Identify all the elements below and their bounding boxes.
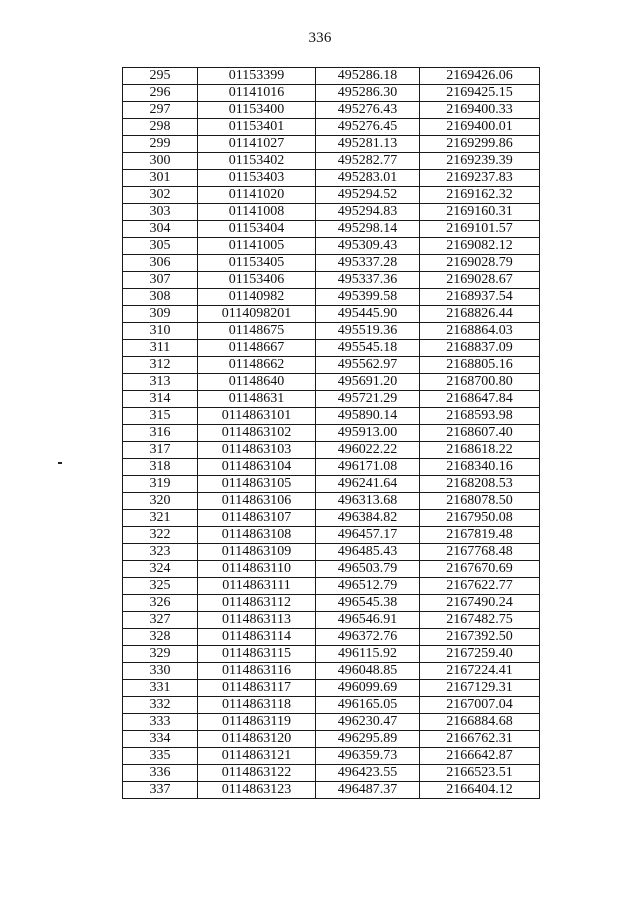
y-coordinate-cell: 2168208.53 bbox=[420, 476, 540, 493]
x-coordinate-cell: 495721.29 bbox=[316, 391, 420, 408]
x-coordinate-cell: 495276.43 bbox=[316, 102, 420, 119]
point-number-cell: 328 bbox=[123, 629, 198, 646]
point-id-cell: 01153406 bbox=[198, 272, 316, 289]
point-id-cell: 01148640 bbox=[198, 374, 316, 391]
y-coordinate-cell: 2167259.40 bbox=[420, 646, 540, 663]
x-coordinate-cell: 495309.43 bbox=[316, 238, 420, 255]
table-row bbox=[123, 85, 540, 102]
point-id-cell: 0114863113 bbox=[198, 612, 316, 629]
y-coordinate-cell: 2169425.15 bbox=[420, 85, 540, 102]
point-id-cell: 0114863119 bbox=[198, 714, 316, 731]
x-coordinate-cell: 495890.14 bbox=[316, 408, 420, 425]
table-row bbox=[123, 374, 540, 391]
y-coordinate-cell: 2167224.41 bbox=[420, 663, 540, 680]
table-row bbox=[123, 595, 540, 612]
y-coordinate-cell: 2169239.39 bbox=[420, 153, 540, 170]
table-row bbox=[123, 221, 540, 238]
point-number-cell: 305 bbox=[123, 238, 198, 255]
y-coordinate-cell: 2166884.68 bbox=[420, 714, 540, 731]
point-id-cell: 01148631 bbox=[198, 391, 316, 408]
x-coordinate-cell: 496503.79 bbox=[316, 561, 420, 578]
point-number-cell: 310 bbox=[123, 323, 198, 340]
x-coordinate-cell: 496359.73 bbox=[316, 748, 420, 765]
y-coordinate-cell: 2167392.50 bbox=[420, 629, 540, 646]
x-coordinate-cell: 496313.68 bbox=[316, 493, 420, 510]
table-row bbox=[123, 255, 540, 272]
point-id-cell: 0114863123 bbox=[198, 782, 316, 799]
x-coordinate-cell: 496423.55 bbox=[316, 765, 420, 782]
y-coordinate-cell: 2167950.08 bbox=[420, 510, 540, 527]
x-coordinate-cell: 495286.18 bbox=[316, 68, 420, 85]
x-coordinate-cell: 496230.47 bbox=[316, 714, 420, 731]
point-id-cell: 01141008 bbox=[198, 204, 316, 221]
point-id-cell: 0114863101 bbox=[198, 408, 316, 425]
table-row bbox=[123, 714, 540, 731]
y-coordinate-cell: 2168864.03 bbox=[420, 323, 540, 340]
point-id-cell: 0114863108 bbox=[198, 527, 316, 544]
table-row bbox=[123, 527, 540, 544]
point-id-cell: 0114863118 bbox=[198, 697, 316, 714]
x-coordinate-cell: 495913.00 bbox=[316, 425, 420, 442]
y-coordinate-cell: 2168647.84 bbox=[420, 391, 540, 408]
table-row bbox=[123, 646, 540, 663]
point-number-cell: 332 bbox=[123, 697, 198, 714]
y-coordinate-cell: 2168593.98 bbox=[420, 408, 540, 425]
table-row bbox=[123, 289, 540, 306]
point-number-cell: 330 bbox=[123, 663, 198, 680]
x-coordinate-cell: 496546.91 bbox=[316, 612, 420, 629]
x-coordinate-cell: 495445.90 bbox=[316, 306, 420, 323]
table-row bbox=[123, 493, 540, 510]
point-number-cell: 308 bbox=[123, 289, 198, 306]
point-id-cell: 01153402 bbox=[198, 153, 316, 170]
point-id-cell: 01153399 bbox=[198, 68, 316, 85]
point-id-cell: 0114863104 bbox=[198, 459, 316, 476]
table-row bbox=[123, 68, 540, 85]
point-id-cell: 0114863112 bbox=[198, 595, 316, 612]
point-number-cell: 331 bbox=[123, 680, 198, 697]
point-number-cell: 309 bbox=[123, 306, 198, 323]
page-number: 336 bbox=[308, 30, 332, 46]
x-coordinate-cell: 495399.58 bbox=[316, 289, 420, 306]
table-row bbox=[123, 187, 540, 204]
y-coordinate-cell: 2169028.79 bbox=[420, 255, 540, 272]
table-row bbox=[123, 391, 540, 408]
point-id-cell: 01148662 bbox=[198, 357, 316, 374]
x-coordinate-cell: 496241.64 bbox=[316, 476, 420, 493]
x-coordinate-cell: 495294.52 bbox=[316, 187, 420, 204]
point-id-cell: 01153405 bbox=[198, 255, 316, 272]
point-id-cell: 01141027 bbox=[198, 136, 316, 153]
y-coordinate-cell: 2168937.54 bbox=[420, 289, 540, 306]
y-coordinate-cell: 2168700.80 bbox=[420, 374, 540, 391]
table-row bbox=[123, 510, 540, 527]
y-coordinate-cell: 2167129.31 bbox=[420, 680, 540, 697]
table-row bbox=[123, 476, 540, 493]
x-coordinate-cell: 495286.30 bbox=[316, 85, 420, 102]
x-coordinate-cell: 495562.97 bbox=[316, 357, 420, 374]
x-coordinate-cell: 495294.83 bbox=[316, 204, 420, 221]
x-coordinate-cell: 495545.18 bbox=[316, 340, 420, 357]
table-row bbox=[123, 782, 540, 799]
table-row bbox=[123, 340, 540, 357]
point-number-cell: 335 bbox=[123, 748, 198, 765]
stray-mark bbox=[58, 462, 62, 464]
table-row bbox=[123, 408, 540, 425]
x-coordinate-cell: 496512.79 bbox=[316, 578, 420, 595]
x-coordinate-cell: 496545.38 bbox=[316, 595, 420, 612]
point-number-cell: 295 bbox=[123, 68, 198, 85]
point-number-cell: 326 bbox=[123, 595, 198, 612]
x-coordinate-cell: 495276.45 bbox=[316, 119, 420, 136]
point-id-cell: 0114863110 bbox=[198, 561, 316, 578]
point-number-cell: 317 bbox=[123, 442, 198, 459]
point-id-cell: 0114863103 bbox=[198, 442, 316, 459]
point-number-cell: 299 bbox=[123, 136, 198, 153]
table-row bbox=[123, 663, 540, 680]
x-coordinate-cell: 496372.76 bbox=[316, 629, 420, 646]
point-id-cell: 01148675 bbox=[198, 323, 316, 340]
point-number-cell: 318 bbox=[123, 459, 198, 476]
point-number-cell: 337 bbox=[123, 782, 198, 799]
x-coordinate-cell: 495337.36 bbox=[316, 272, 420, 289]
x-coordinate-cell: 495519.36 bbox=[316, 323, 420, 340]
table-row bbox=[123, 680, 540, 697]
point-number-cell: 303 bbox=[123, 204, 198, 221]
y-coordinate-cell: 2166642.87 bbox=[420, 748, 540, 765]
table-row bbox=[123, 544, 540, 561]
point-number-cell: 336 bbox=[123, 765, 198, 782]
point-id-cell: 0114098201 bbox=[198, 306, 316, 323]
point-number-cell: 324 bbox=[123, 561, 198, 578]
point-id-cell: 0114863102 bbox=[198, 425, 316, 442]
table-row bbox=[123, 306, 540, 323]
point-number-cell: 300 bbox=[123, 153, 198, 170]
table-row bbox=[123, 697, 540, 714]
point-number-cell: 316 bbox=[123, 425, 198, 442]
y-coordinate-cell: 2169162.32 bbox=[420, 187, 540, 204]
y-coordinate-cell: 2168607.40 bbox=[420, 425, 540, 442]
table-row bbox=[123, 578, 540, 595]
table-row bbox=[123, 765, 540, 782]
table-row bbox=[123, 170, 540, 187]
y-coordinate-cell: 2169160.31 bbox=[420, 204, 540, 221]
x-coordinate-cell: 495281.13 bbox=[316, 136, 420, 153]
point-id-cell: 01153404 bbox=[198, 221, 316, 238]
point-number-cell: 297 bbox=[123, 102, 198, 119]
point-number-cell: 334 bbox=[123, 731, 198, 748]
table-row bbox=[123, 119, 540, 136]
table-row bbox=[123, 561, 540, 578]
y-coordinate-cell: 2168618.22 bbox=[420, 442, 540, 459]
point-id-cell: 0114863120 bbox=[198, 731, 316, 748]
y-coordinate-cell: 2167670.69 bbox=[420, 561, 540, 578]
table-row bbox=[123, 238, 540, 255]
point-id-cell: 01141020 bbox=[198, 187, 316, 204]
table-row bbox=[123, 442, 540, 459]
x-coordinate-cell: 495691.20 bbox=[316, 374, 420, 391]
y-coordinate-cell: 2169299.86 bbox=[420, 136, 540, 153]
x-coordinate-cell: 496384.82 bbox=[316, 510, 420, 527]
x-coordinate-cell: 496022.22 bbox=[316, 442, 420, 459]
point-id-cell: 01153401 bbox=[198, 119, 316, 136]
point-id-cell: 0114863117 bbox=[198, 680, 316, 697]
y-coordinate-cell: 2169082.12 bbox=[420, 238, 540, 255]
point-number-cell: 302 bbox=[123, 187, 198, 204]
y-coordinate-cell: 2169237.83 bbox=[420, 170, 540, 187]
point-id-cell: 0114863116 bbox=[198, 663, 316, 680]
y-coordinate-cell: 2167768.48 bbox=[420, 544, 540, 561]
y-coordinate-cell: 2167482.75 bbox=[420, 612, 540, 629]
table-row bbox=[123, 357, 540, 374]
point-number-cell: 329 bbox=[123, 646, 198, 663]
y-coordinate-cell: 2167007.04 bbox=[420, 697, 540, 714]
point-id-cell: 0114863107 bbox=[198, 510, 316, 527]
table-row bbox=[123, 425, 540, 442]
y-coordinate-cell: 2168826.44 bbox=[420, 306, 540, 323]
point-number-cell: 321 bbox=[123, 510, 198, 527]
point-number-cell: 333 bbox=[123, 714, 198, 731]
x-coordinate-cell: 495298.14 bbox=[316, 221, 420, 238]
x-coordinate-cell: 495283.01 bbox=[316, 170, 420, 187]
y-coordinate-cell: 2169400.33 bbox=[420, 102, 540, 119]
point-number-cell: 314 bbox=[123, 391, 198, 408]
x-coordinate-cell: 496485.43 bbox=[316, 544, 420, 561]
point-number-cell: 298 bbox=[123, 119, 198, 136]
table-row bbox=[123, 153, 540, 170]
table-row bbox=[123, 102, 540, 119]
point-id-cell: 01153400 bbox=[198, 102, 316, 119]
x-coordinate-cell: 495282.77 bbox=[316, 153, 420, 170]
x-coordinate-cell: 496099.69 bbox=[316, 680, 420, 697]
x-coordinate-cell: 496457.17 bbox=[316, 527, 420, 544]
y-coordinate-cell: 2168805.16 bbox=[420, 357, 540, 374]
y-coordinate-cell: 2169028.67 bbox=[420, 272, 540, 289]
x-coordinate-cell: 496171.08 bbox=[316, 459, 420, 476]
x-coordinate-cell: 496165.05 bbox=[316, 697, 420, 714]
y-coordinate-cell: 2169426.06 bbox=[420, 68, 540, 85]
y-coordinate-cell: 2167622.77 bbox=[420, 578, 540, 595]
x-coordinate-cell: 496487.37 bbox=[316, 782, 420, 799]
table-row bbox=[123, 748, 540, 765]
point-id-cell: 0114863122 bbox=[198, 765, 316, 782]
point-number-cell: 323 bbox=[123, 544, 198, 561]
point-id-cell: 01141016 bbox=[198, 85, 316, 102]
y-coordinate-cell: 2168340.16 bbox=[420, 459, 540, 476]
point-number-cell: 325 bbox=[123, 578, 198, 595]
y-coordinate-cell: 2166404.12 bbox=[420, 782, 540, 799]
table-row bbox=[123, 459, 540, 476]
table-row bbox=[123, 731, 540, 748]
point-number-cell: 322 bbox=[123, 527, 198, 544]
table-row bbox=[123, 136, 540, 153]
point-id-cell: 01148667 bbox=[198, 340, 316, 357]
point-number-cell: 307 bbox=[123, 272, 198, 289]
x-coordinate-cell: 496295.89 bbox=[316, 731, 420, 748]
table-row bbox=[123, 323, 540, 340]
point-number-cell: 320 bbox=[123, 493, 198, 510]
table-row bbox=[123, 612, 540, 629]
point-number-cell: 319 bbox=[123, 476, 198, 493]
y-coordinate-cell: 2168078.50 bbox=[420, 493, 540, 510]
point-id-cell: 0114863109 bbox=[198, 544, 316, 561]
point-id-cell: 0114863111 bbox=[198, 578, 316, 595]
point-id-cell: 0114863115 bbox=[198, 646, 316, 663]
y-coordinate-cell: 2166523.51 bbox=[420, 765, 540, 782]
y-coordinate-cell: 2167819.48 bbox=[420, 527, 540, 544]
point-id-cell: 0114863106 bbox=[198, 493, 316, 510]
table-row bbox=[123, 629, 540, 646]
point-number-cell: 315 bbox=[123, 408, 198, 425]
y-coordinate-cell: 2169400.01 bbox=[420, 119, 540, 136]
coordinates-table bbox=[122, 67, 540, 799]
y-coordinate-cell: 2167490.24 bbox=[420, 595, 540, 612]
point-number-cell: 296 bbox=[123, 85, 198, 102]
table-row bbox=[123, 204, 540, 221]
point-id-cell: 0114863105 bbox=[198, 476, 316, 493]
point-id-cell: 0114863114 bbox=[198, 629, 316, 646]
coordinates-table-body bbox=[123, 68, 540, 799]
point-number-cell: 313 bbox=[123, 374, 198, 391]
point-number-cell: 304 bbox=[123, 221, 198, 238]
point-id-cell: 01141005 bbox=[198, 238, 316, 255]
point-number-cell: 311 bbox=[123, 340, 198, 357]
point-number-cell: 301 bbox=[123, 170, 198, 187]
point-id-cell: 0114863121 bbox=[198, 748, 316, 765]
y-coordinate-cell: 2166762.31 bbox=[420, 731, 540, 748]
point-number-cell: 306 bbox=[123, 255, 198, 272]
x-coordinate-cell: 496115.92 bbox=[316, 646, 420, 663]
y-coordinate-cell: 2169101.57 bbox=[420, 221, 540, 238]
y-coordinate-cell: 2168837.09 bbox=[420, 340, 540, 357]
point-number-cell: 312 bbox=[123, 357, 198, 374]
point-id-cell: 01153403 bbox=[198, 170, 316, 187]
x-coordinate-cell: 496048.85 bbox=[316, 663, 420, 680]
x-coordinate-cell: 495337.28 bbox=[316, 255, 420, 272]
table-row bbox=[123, 272, 540, 289]
point-number-cell: 327 bbox=[123, 612, 198, 629]
point-id-cell: 01140982 bbox=[198, 289, 316, 306]
